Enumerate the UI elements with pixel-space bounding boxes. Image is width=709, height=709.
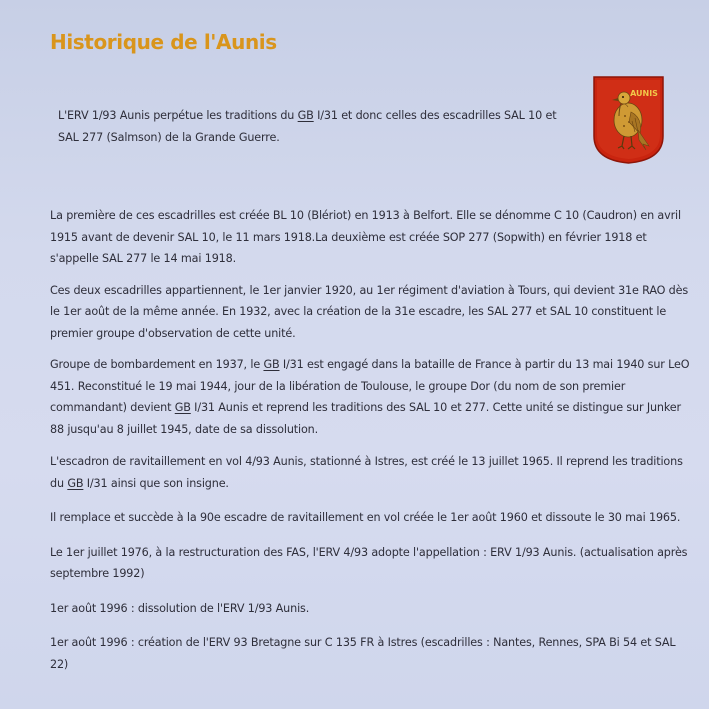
intro-paragraph xyxy=(58,105,573,149)
page-title: Historique de l'Aunis xyxy=(50,30,277,54)
history-body xyxy=(50,205,690,675)
history-paragraph: Il remplace et succède à la 90e escadre de ravitaillement en vol créée le 1er août 1960 et dissoute le 30 mai 1965. xyxy=(50,511,681,524)
paragraph-text: L'escadron de ravitaillement en vol 4/93 Aunis, stationné à Istres, est créé le 13 juillet 1965. Il reprend les traditions du xyxy=(50,455,683,490)
aunis-insignia-icon xyxy=(591,74,666,164)
paragraph-text: I/31 Aunis et reprend les traditions des SAL 10 et 277. Cette unité se distingue sur Junker 88 jusqu'au 8 juillet 1945, date de sa dissolution. xyxy=(50,401,681,436)
paragraph-text: I/31 est engagé dans la bataille de France à partir du 13 mai 1940 sur LeO 451. Reconstitué le 19 mai 1944, jour de la libération de Toulouse, le groupe Dor (du nom de son premier commandant) devient xyxy=(50,358,690,414)
paragraph-text: Groupe de bombardement en 1937, le xyxy=(50,358,264,371)
history-paragraph xyxy=(50,451,690,494)
history-paragraph: 1er août 1996 : création de l'ERV 93 Bretagne sur C 135 FR à Istres (escadrilles : Nantes, Rennes, SPA Bi 54 et SAL 22) xyxy=(50,636,676,671)
history-paragraph xyxy=(50,354,690,440)
insignia-label: AUNIS xyxy=(630,89,658,98)
history-paragraph: La première de ces escadrilles est créée BL 10 (Blériot) en 1913 à Belfort. Elle se dénomme C 10 (Caudron) en avril 1915 avant de devenir SAL 10, le 11 mars 1918.La deuxième est créée SOP 277 (Sopwith) en février 1918 et s'appelle SAL 277 le 14 mai 1918. xyxy=(50,209,681,265)
intro-text-after: I/31 et donc celles des escadrilles SAL 10 et SAL 277 (Salmson) de la Grande Guerre. xyxy=(58,109,557,144)
intro-text-before: L'ERV 1/93 Aunis perpétue les traditions du xyxy=(58,109,298,122)
gb-abbreviation: GB xyxy=(67,476,84,490)
gb-abbreviation: GB xyxy=(263,358,280,371)
gb-abbreviation: GB xyxy=(174,401,191,414)
paragraph-text: I/31 ainsi que son insigne. xyxy=(83,476,229,490)
history-paragraph: Ces deux escadrilles appartiennent, le 1er janvier 1920, au 1er régiment d'aviation à Tours, qui devient 31e RAO dès le 1er août de la même année. En 1932, avec la création de la 31e escadre, les SAL 277 et SAL 10 constituent le premier groupe d'observation de cette unité. xyxy=(50,283,689,340)
history-paragraph: Le 1er juillet 1976, à la restructuration des FAS, l'ERV 4/93 adopte l'appellation : ERV 1/93 Aunis. (actualisation après septembre 1992) xyxy=(50,545,688,580)
history-paragraph: 1er août 1996 : dissolution de l'ERV 1/93 Aunis. xyxy=(50,601,310,615)
gb-abbreviation: GB xyxy=(297,109,314,122)
